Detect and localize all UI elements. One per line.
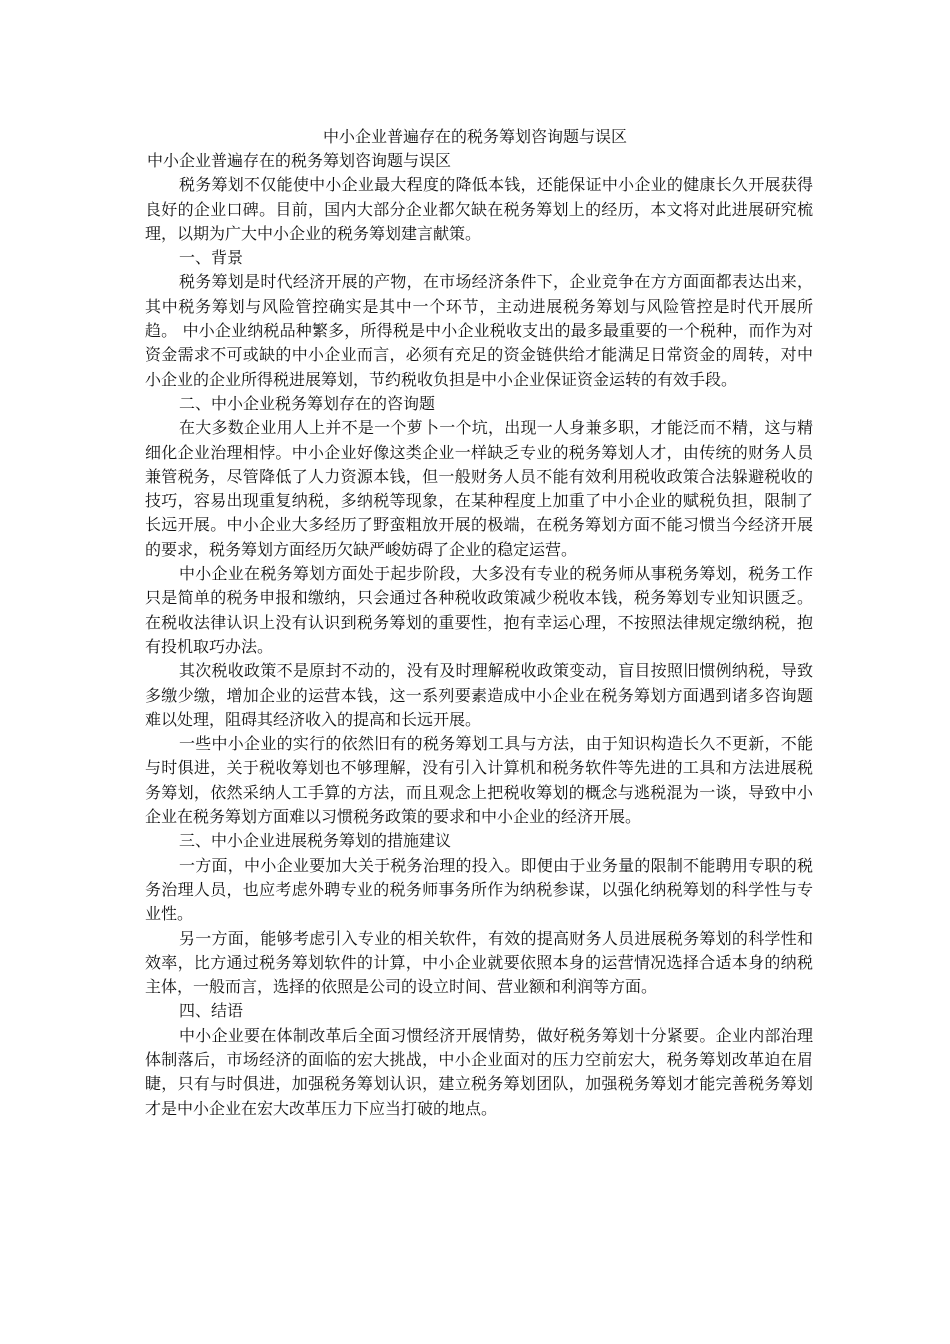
paragraph: 一些中小企业的实行的依然旧有的税务筹划工具与方法，由于知识构造长久不更新，不能与时俱进，关于税收筹划也不够理解，没有引入计算机和税务软件等先进的工具和方法进展税务筹划，依然采纳人工手算的方法，而且观念上把税收筹划的概念与逃税混为一谈，导致中小企业在税务筹划方面难以习惯税务政策的要求和中小企业的经济开展。: [145, 734, 813, 827]
section-heading-measures: 三、中小企业进展税务筹划的措施建议: [179, 831, 452, 851]
document-title: 中小企业普遍存在的税务筹划咨询题与误区: [322, 127, 627, 146]
paragraph: 税务筹划是时代经济开展的产物，在市场经济条件下，企业竞争在方方面面都表达出来，其中税务筹划与风险管控确实是其中一个环节，主动进展税务筹划与风险管控是时代开展所趋。 中小企业纳税品种繁多，所得税是中小企业税收支出的最多最重要的一个税种，而作为对资金需求不可或缺的中小企业而言，必须有充足的资金链供给才能满足日常资金的周转，对中小企业的企业所得税进展筹划，节约税收负担是中小企业保证资金运转的有效手段。: [145, 272, 813, 389]
section-heading-conclusion: 四、结语: [179, 1001, 244, 1021]
paragraph: 中小企业要在体制改革后全面习惯经济开展情势，做好税务筹划十分紧要。企业内部治理体制落后，市场经济的面临的宏大挑战，中小企业面对的压力空前宏大，税务筹划改革迫在眉睫，只有与时俱进，加强税务筹划认识，建立税务筹划团队，加强税务筹划才能完善税务筹划才是中小企业在宏大改革压力下应当打破的地点。: [145, 1025, 813, 1118]
paragraph: 另一方面，能够考虑引入专业的相关软件，有效的提高财务人员进展税务筹划的科学性和效率，比方通过税务筹划软件的计算，中小企业就要依照本身的运营情况选择合适本身的纳税主体，一般而言，选择的依照是公司的设立时间、营业额和利润等方面。: [145, 928, 813, 997]
section-heading-problems: 二、中小企业税务筹划存在的咨询题: [179, 393, 436, 413]
intro-paragraph: 税务筹划不仅能使中小企业最大程度的降低本钱，还能保证中小企业的健康长久开展获得良好的企业口碑。目前，国内大部分企业都欠缺在税务筹划上的经历，本文将对此进展研究梳理，以期为广大中小企业的税务筹划建言献策。: [145, 175, 813, 243]
paragraph: 其次税收政策不是原封不动的，没有及时理解税收政策变动，盲目按照旧惯例纳税，导致多缴少缴，增加企业的运营本钱，这一系列要素造成中小企业在税务筹划方面遇到诸多咨询题难以处理，阻碍其经济收入的提高和长远开展。: [145, 661, 813, 729]
document-subtitle: 中小企业普遍存在的税务筹划咨询题与误区: [147, 151, 452, 170]
paragraph: 一方面，中小企业要加大关于税务治理的投入。即便由于业务量的限制不能聘用专职的税务治理人员，也应考虑外聘专业的税务师事务所作为纳税参谋，以强化纳税筹划的科学性与专业性。: [145, 855, 813, 924]
document-body: [145, 149, 813, 1121]
section-heading-background: 一、背景: [179, 248, 244, 268]
paragraph: 中小企业在税务筹划方面处于起步阶段，大多没有专业的税务师从事税务筹划，税务工作只是简单的税务申报和缴纳，只会通过各种税收政策减少税收本钱，税务筹划专业知识匮乏。在税收法律认识上没有认识到税务筹划的重要性，抱有幸运心理，不按照法律规定缴纳税，抱有投机取巧办法。: [145, 564, 813, 656]
paragraph: 在大多数企业用人上并不是一个萝卜一个坑，出现一人身兼多职，才能泛而不精，这与精细化企业治理相悖。中小企业好像这类企业一样缺乏专业的税务筹划人才，由传统的财务人员兼管税务，尽管降低了人力资源本钱，但一般财务人员不能有效利用税收政策合法躲避税收的技巧，容易出现重复纳税，多纳税等现象，在某种程度上加重了中小企业的赋税负担，限制了长远开展。中小企业大多经历了野蛮粗放开展的极端，在税务筹划方面不能习惯当今经济开展的要求，税务筹划方面经历欠缺严峻妨碍了企业的稳定运营。: [145, 418, 813, 559]
